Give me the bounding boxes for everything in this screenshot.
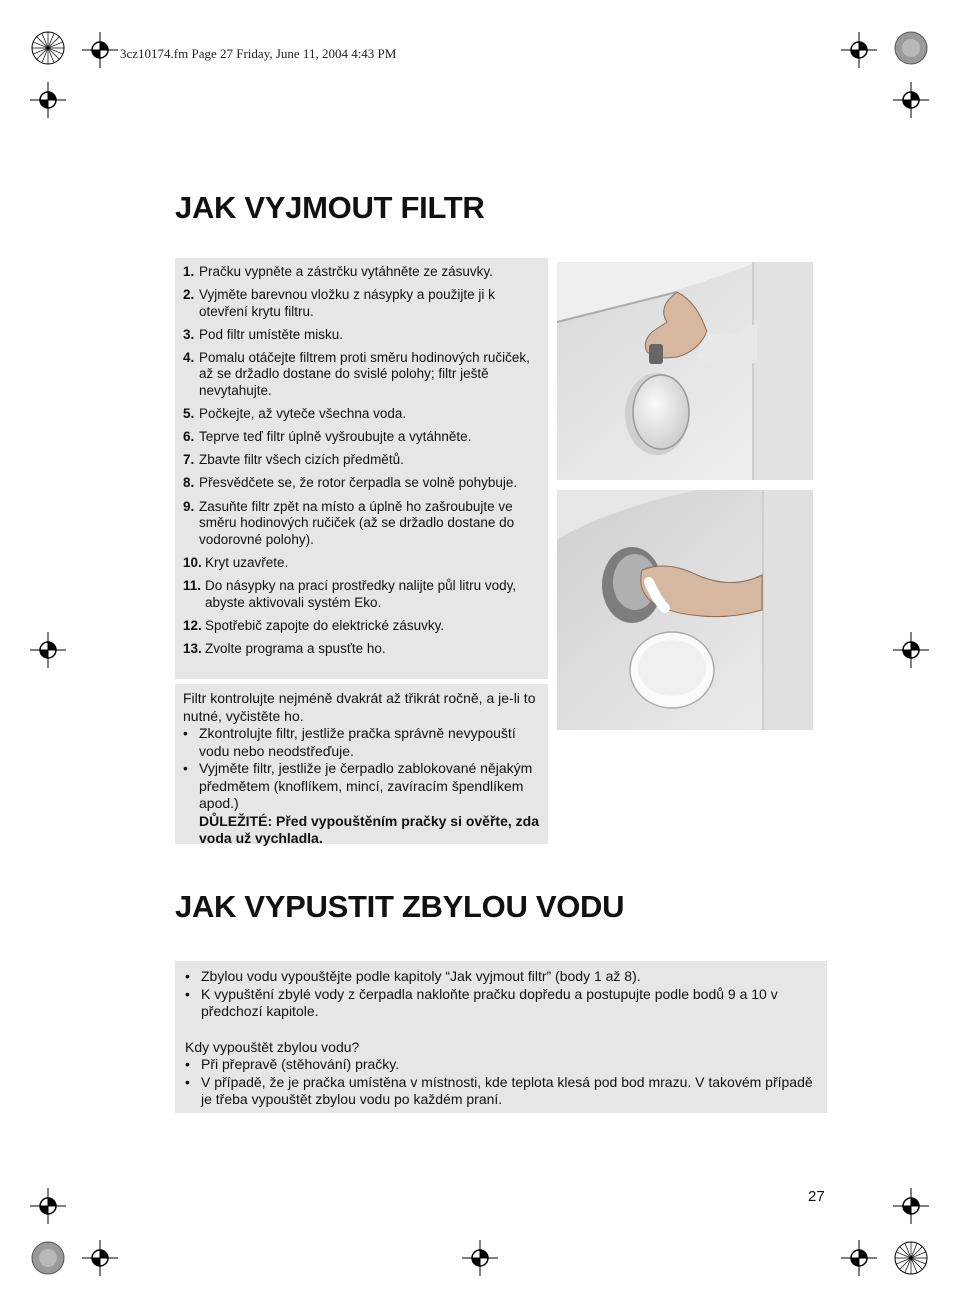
registration-gray-disc-icon — [893, 30, 929, 66]
drain-question: Kdy vypouštět zbylou vodu? — [185, 1038, 360, 1055]
step-item: 6. Teprve teď filtr úplně vyšroubujte a vytáhněte. — [183, 429, 472, 445]
note-bullet: • Zkontrolujte filtr, jestliže pračka správně nevypouští vodu nebo neodstřeďuje. — [183, 725, 516, 759]
registration-crosshair-icon — [841, 1240, 877, 1276]
filter-check-note-box — [175, 684, 548, 844]
step-item: 9. Zasuňte filtr zpět na místo a úplně ho zašroubujte ve směru hodinových ručiček (až se držadlo dostane do vodorovné polohy). — [183, 498, 515, 547]
registration-crosshair-icon — [893, 632, 929, 668]
step-item: 5. Počkejte, až vyteče všechna voda. — [183, 406, 407, 422]
photo-unscrewing-filter — [557, 490, 813, 730]
photo-opening-filter-cover — [557, 262, 813, 480]
step-item: 11. Do násypky na prací prostředky nalijte půl litru vody, abyste aktivovali systém Eko. — [183, 577, 517, 610]
section-title-remove-filter: JAK VYJMOUT FILTR — [175, 190, 485, 225]
drain-water-box — [175, 961, 827, 1113]
note-bullet: • Vyjměte filtr, jestliže je čerpadlo zablokované nějakým předmětem (knoflíkem, mincí, zavíracím špendlíkem apod.) — [183, 760, 533, 811]
section-title-drain-water: JAK VYPUSTIT ZBYLOU VODU — [175, 889, 625, 924]
step-item: 7. Zbavte filtr všech cizích předmětů. — [183, 452, 404, 468]
registration-gray-disc-icon — [30, 1240, 66, 1276]
registration-rosette-icon — [893, 1240, 929, 1276]
registration-crosshair-icon — [893, 1188, 929, 1224]
drain-bullet: • V případě, že je pračka umístěna v místnosti, kde teplota klesá pod bod mrazu. V takovém případě je třeba vypouštět zbylou vodu po každém praní. — [185, 1073, 813, 1107]
step-item: 8. Přesvědčete se, že rotor čerpadla se volně pohybuje. — [183, 475, 518, 491]
registration-crosshair-icon — [841, 32, 877, 68]
page-number: 27 — [808, 1188, 825, 1205]
step-item: 13. Zvolte programa a spusťte ho. — [183, 640, 386, 656]
step-item: 3. Pod filtr umístěte misku. — [183, 326, 344, 342]
registration-crosshair-icon — [82, 1240, 118, 1276]
drain-bullet: • Při přepravě (stěhování) pračky. — [185, 1056, 400, 1072]
registration-crosshair-icon — [30, 82, 66, 118]
registration-crosshair-icon — [82, 32, 118, 68]
step-item: 10. Kryt uzavřete. — [183, 554, 289, 570]
registration-crosshair-icon — [462, 1240, 498, 1276]
registration-crosshair-icon — [30, 632, 66, 668]
step-item: 4. Pomalu otáčejte filtrem proti směru hodinových ručiček, až se držadlo dostane do svislé polohy; filtr ještě nevytahujte. — [183, 349, 530, 399]
note-intro: Filtr kontrolujte nejméně dvakrát až třikrát ročně, a je-li to nutné, vyčistěte ho. — [183, 690, 536, 724]
print-slug: 3cz10174.fm Page 27 Friday, June 11, 2004 4:43 PM — [120, 46, 397, 61]
step-item: 12. Spotřebič zapojte do elektrické zásuvky. — [183, 617, 445, 633]
registration-rosette-icon — [30, 30, 66, 66]
registration-crosshair-icon — [30, 1188, 66, 1224]
registration-crosshair-icon — [893, 82, 929, 118]
step-item: 1. Pračku vypněte a zástrčku vytáhněte ze zásuvky. — [183, 264, 493, 279]
drain-bullet: • Zbylou vodu vypouštějte podle kapitoly “Jak vyjmout filtr” (body 1 až 8). — [185, 968, 641, 984]
note-warning: DŮLEŽITÉ: Před vypouštěním pračky si ověřte, zda voda už vychladla. — [199, 812, 539, 846]
filter-steps-box — [175, 258, 548, 679]
drain-bullet: • K vypuštění zbylé vody z čerpadla nakloňte pračku dopředu a postupujte podle bodů 9 a 10 v předchozí kapitole. — [185, 985, 778, 1019]
step-item: 2. Vyjměte barevnou vložku z násypky a použijte ji k otevření krytu filtru. — [183, 287, 495, 319]
